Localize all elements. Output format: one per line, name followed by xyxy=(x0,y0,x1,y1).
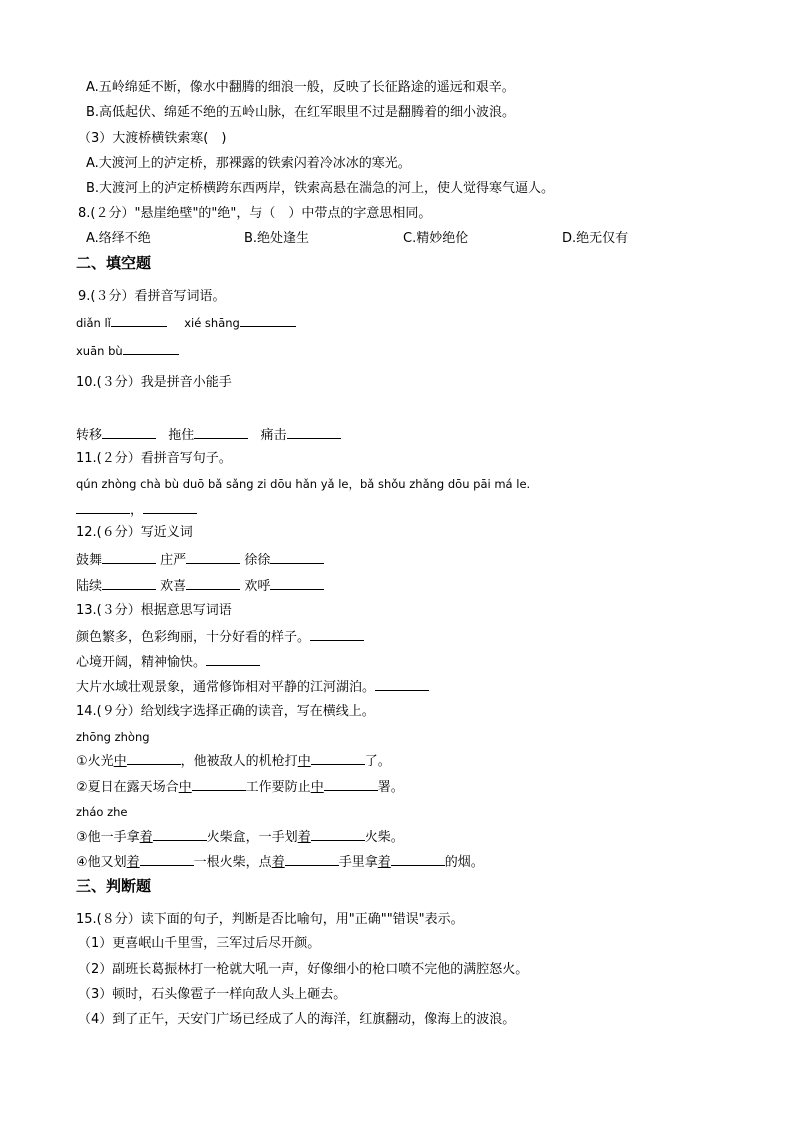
q12-word-4: 陆续 xyxy=(76,579,103,594)
q15-item-2: （2）副班长葛振林打一枪就大吼一声，好像细小的枪口喷不完他的满腔怒火。 xyxy=(78,962,529,977)
q14-l1-underlined-2: 中 xyxy=(297,754,311,769)
q9-blank-1[interactable] xyxy=(111,313,167,327)
q9-pinyin-3: xuān bù xyxy=(76,344,123,358)
q14-l4-underlined-2: 着 xyxy=(271,855,285,870)
q14-l3-blank-2[interactable] xyxy=(311,827,365,841)
q13-meaning-2: 心境开阔，精神愉快。 xyxy=(76,655,207,670)
q9-row2 xyxy=(76,341,179,360)
q13-meaning-1: 颜色繁多，色彩绚丽，十分好看的样子。 xyxy=(76,630,311,645)
q12-word-6: 欢呼 xyxy=(244,579,271,594)
q14-l3-underlined-2: 着 xyxy=(297,830,311,845)
q14-l1-blank-1[interactable] xyxy=(127,751,181,765)
section-title-judgement: 三、判断题 xyxy=(76,877,152,895)
q7-sub3-option-a: A.大渡河上的泸定桥，那裸露的铁索闪着冷冰冰的寒光。 xyxy=(86,156,411,171)
q14-pinyin-group-1: zhōng zhòng xyxy=(76,730,150,744)
q14-l4-blank-2[interactable] xyxy=(285,852,339,866)
q14-l2-blank-2[interactable] xyxy=(324,777,378,791)
q12-row-1 xyxy=(76,550,324,570)
q15-stem: 15.(８分）读下面的句子，判断是否比喻句，用"正确""错误"表示。 xyxy=(76,912,464,927)
q14-l4-text-b: 一根火柴，点 xyxy=(193,855,272,870)
q8-stem: 8.(２分）"悬崖绝壁"的"绝"，与（ ）中带点的字意思相同。 xyxy=(78,206,432,221)
q14-l4-underlined-1: 着 xyxy=(126,855,140,870)
q13-meaning-3: 大片水域壮观景象，通常修饰相对平静的江河湖泊。 xyxy=(76,680,376,695)
q12-blank-5[interactable] xyxy=(186,576,240,590)
q9-pinyin-1: diǎn lǐ xyxy=(76,316,111,330)
q14-l4-blank-1[interactable] xyxy=(140,852,194,866)
q10-blank-3[interactable] xyxy=(287,425,341,439)
q14-pinyin-group-2: zháo zhe xyxy=(76,805,128,819)
q13-line-3 xyxy=(76,677,429,697)
q14-line-3 xyxy=(76,827,404,847)
section-title-fill-blank: 二、填空题 xyxy=(76,254,152,272)
q14-l1-text-c: 了。 xyxy=(364,754,391,769)
q13-line-1 xyxy=(76,627,364,647)
q10-blank-2[interactable] xyxy=(194,425,248,439)
q12-blank-1[interactable] xyxy=(102,550,156,564)
q14-l1-text-a: ①火光 xyxy=(76,754,114,769)
q12-blank-3[interactable] xyxy=(270,550,324,564)
q14-line-2 xyxy=(76,777,404,797)
q14-l3-text-b: 火柴盒，一手划 xyxy=(206,830,298,845)
q7-option-a: A.五岭绵延不断，像水中翻腾的细浪一般，反映了长征路途的遥远和艰辛。 xyxy=(86,80,515,95)
q14-line-4 xyxy=(76,852,484,872)
q9-blank-2[interactable] xyxy=(240,313,296,327)
q9-row1 xyxy=(76,313,296,332)
q14-l1-underlined-1: 中 xyxy=(113,754,127,769)
q14-l2-text-a: ②夏日在露天场合 xyxy=(76,780,179,795)
q7-sub3-stem: （3）大渡桥横铁索寒( ) xyxy=(78,131,227,146)
q11-pinyin-sentence: qún zhòng chà bù duō bǎ sǎng zi dōu hǎn yǎ le，bǎ shǒu zhǎng dōu pāi má le. xyxy=(76,477,531,491)
q12-stem: 12.(６分）写近义词 xyxy=(76,525,193,540)
q15-item-3: （3）顿时，石头像雹子一样向敌人头上砸去。 xyxy=(78,987,347,1002)
q9-pinyin-2: xié shāng xyxy=(184,316,240,330)
q11-answer-row xyxy=(76,500,197,520)
q8-options xyxy=(86,230,746,248)
q8-option-c: C.精妙绝伦 xyxy=(403,231,469,246)
q13-line-2 xyxy=(76,652,260,672)
q14-l1-blank-2[interactable] xyxy=(311,751,365,765)
q9-blank-3[interactable] xyxy=(123,341,179,355)
q14-l3-text-c: 火柴。 xyxy=(364,830,404,845)
q13-blank-3[interactable] xyxy=(375,677,429,691)
q14-l3-text-a: ③他一手拿 xyxy=(76,830,140,845)
q13-blank-1[interactable] xyxy=(310,627,364,641)
q7-sub3-option-b: B.大渡河上的泸定桥横跨东西两岸，铁索高悬在湍急的河上，使人觉得寒气逼人。 xyxy=(86,181,555,196)
q9-stem: 9.(３分）看拼音写词语。 xyxy=(78,289,226,304)
q15-item-1: （1）更喜岷山千里雪，三军过后尽开颜。 xyxy=(78,936,321,951)
q15-item-4: （4）到了正午，天安门广场已经成了人的海洋，红旗翻动，像海上的波浪。 xyxy=(78,1012,516,1027)
q14-l1-text-b: ，他被敌人的机枪打 xyxy=(180,754,298,769)
q8-option-a: A.络绎不绝 xyxy=(86,231,151,246)
q12-word-2: 庄严 xyxy=(160,553,187,568)
q12-blank-4[interactable] xyxy=(102,576,156,590)
q11-stem: 11.(２分）看拼音写句子。 xyxy=(76,451,232,466)
q10-blank-1[interactable] xyxy=(102,425,156,439)
q12-blank-2[interactable] xyxy=(186,550,240,564)
q11-blank-2[interactable] xyxy=(143,500,197,514)
q7-option-b: B.高低起伏、绵延不绝的五岭山脉，在红军眼里不过是翻腾着的细小波浪。 xyxy=(86,105,516,120)
q11-blank-1[interactable] xyxy=(76,500,130,514)
q14-stem: 14.(９分）给划线字选择正确的读音，写在横线上。 xyxy=(76,704,375,719)
q12-word-5: 欢喜 xyxy=(160,579,187,594)
q14-l4-blank-3[interactable] xyxy=(391,852,445,866)
q10-row xyxy=(76,425,341,445)
q14-l2-text-b: 工作要防止 xyxy=(245,780,311,795)
q14-l2-underlined-2: 中 xyxy=(310,780,324,795)
q14-l3-underlined-1: 着 xyxy=(139,830,153,845)
q14-l4-text-c: 手里拿 xyxy=(338,855,378,870)
q12-word-3: 徐徐 xyxy=(244,553,271,568)
q11-comma: ， xyxy=(130,503,144,518)
q10-word-1: 转移 xyxy=(76,428,103,443)
q14-l4-text-d: 的烟。 xyxy=(444,855,484,870)
q14-l4-underlined-3: 着 xyxy=(377,855,391,870)
q8-option-b: B.绝处逢生 xyxy=(244,231,310,246)
q14-line-1 xyxy=(76,751,391,771)
q10-stem: 10.(３分）我是拼音小能手 xyxy=(76,375,232,390)
q12-row-2 xyxy=(76,576,324,596)
q14-l4-text-a: ④他又划 xyxy=(76,855,127,870)
q12-word-1: 鼓舞 xyxy=(76,553,103,568)
q10-word-3: 痛击 xyxy=(260,428,287,443)
q14-l2-text-c: 署。 xyxy=(377,780,404,795)
q8-option-d: D.绝无仅有 xyxy=(562,231,629,246)
q13-stem: 13.(３分）根据意思写词语 xyxy=(76,603,232,618)
q14-l2-blank-1[interactable] xyxy=(192,777,246,791)
q14-l2-underlined-1: 中 xyxy=(178,780,192,795)
q14-l3-blank-1[interactable] xyxy=(153,827,207,841)
q13-blank-2[interactable] xyxy=(206,652,260,666)
q12-blank-6[interactable] xyxy=(270,576,324,590)
q10-word-2: 拖住 xyxy=(168,428,195,443)
